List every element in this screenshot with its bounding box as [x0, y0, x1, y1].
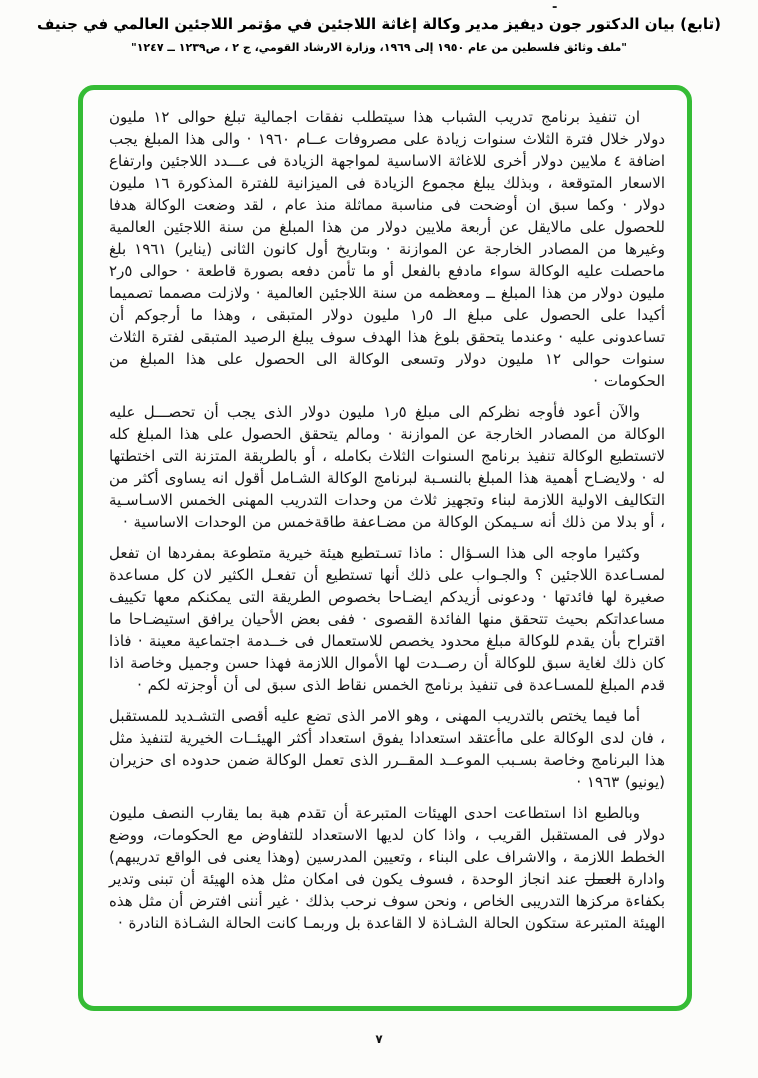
page-header [0, 15, 758, 54]
source-citation: "ملف وثائق فلسطين من عام ١٩٥٠ إلى ١٩٦٩، وزارة الارشاد القومي، ج ٢ ، ص١٢٣٩ ــ ١٢٤٧" [130, 41, 627, 54]
paragraph-1: ان تنفيذ برنامج تدريب الشباب هذا سيتطلب نفقات اجمالية تبلغ حوالى ١٢ مليون دولار خلال فترة الثلاث سنوات زيادة على مصروفات عــام ١٩٦٠ · والى هذا المبلغ يجب اضافة ٤ ملايين دولار أخرى للاغاثة الاساسية لمواجهة الزيادة فى عـــدد اللاجئين وارتفاع الاسعار المتوقعة ، وبذلك يبلغ مجموع الزيادة فى الميزانية للفترة المذكورة ١٦ مليون دولار · وكما سبق ان أوضحت فى مناسبة مماثلة منذ عام ، لقد وضعت الوكالة هدفا للحصول على مالايقل عن أربعة ملايين دولار من هذا المبلغ من سنة اللاجئين العالمية وغيرها من المصادر الخارجة عن الموازنة · وبتاريخ أول كانون الثانى (يناير) ١٩٦١ بلغ ماحصلت عليه الوكالة سواء مادفع بالفعل أو ما تأمن دفعه بصورة قاطعة · حوالى ٥ر٢ مليون دولار من هذا المبلغ ــ ومعظمه من سنة اللاجئين العالمية · ولازلت مصمما تصميما أكيدا على الحصول على مبلغ الـ ٥ر١ مليون دولار المتبقى ، وهذا ما أرجوكم أن تساعدونى عليه · وعندما يتحقق بلوغ هذا الهدف سوف يبلغ الرصيد المتبقى لفترة الثلاث سنوات حوالى ١٢ مليون دولار وتسعى الوكالة الى الحصول على هذا المبلغ من الحكومات · [109, 108, 666, 390]
paragraph-5-text-start: وبالطبع اذا استطاعت احدى الهيئات المتبرعة أن تقدم هبة بما يقارب النصف مليون دولار فى المستقبل القريب ، واذا كان لديها الاستعداد للتفاوض مع الحكومات، ووضع الخطط اللازمة ، والاشراف على البناء ، وتعيين المدرسين (وهذا يعنى فى الواقع تدريبهم) وادارة [109, 804, 665, 888]
overstruck-word: العمل [584, 870, 621, 888]
paragraph-2: والآن أعود فأوجه نظركم الى مبلغ ٥ر١ مليون دولار الذى يجب أن تحصـــل عليه الوكالة من المصادر الخارجة عن الموازنة · ومالم يتحقق الحصول على هذا المبلغ كله لاتستطيع الوكالة تنفيذ برنامج السنوات الثلاث بكامله ، أو بالطريقة المتزنة التى اختطتها له · ولايضـاح أهمية هذا المبلغ بالنسـبة لبرنامج الوكالة الشـامل أقول انه يساوى أكثر من التكاليف الاولية اللازمة لبناء وتجهيز ثلاث من وحدات التدريب المهنى الخمس الاسـاسـية ، أو بدلا من ذلك أنه سـيمكن الوكالة من مضـاعفة طاقةخمس من الوحدات الاساسية · [109, 403, 665, 531]
document-title: (تابع) بيان الدكتور جون ديفيز مدير وكالة إغاثة اللاجئين في مؤتمر اللاجئين العالمي في جنيف [37, 15, 721, 33]
document-frame [78, 85, 692, 1011]
page-number: ٧ [375, 1032, 383, 1046]
paragraph-5 [109, 802, 665, 934]
paragraph-5-text-end: عند انجاز الوحدة ، فسوف يكون فى امكان مثل هذه الهيئة أن تبنى وتدير بكفاءة مركزها التدريبى الخاص ، ونحن سوف نرحب بذلك · غير أننى افترض أن مثل هذه الهيئة المتبرعة ستكون الحالة الشـاذة لا القاعدة بل وربمـا كانت الحالة الشـاذة النادرة · [109, 870, 665, 932]
paragraph-3: وكثيرا ماوجه الى هذا السـؤال : ماذا تسـتطيع هيئة خيرية متطوعة بمفردها ان تفعل لمسـاعدة اللاجئين ؟ والجـواب على ذلك أنها تستطيع أن تفعـل الكثير لان كل مساعدة صغيرة لها فائدتها · ودعونى أزيدكم ايضـاحا بخصوص الطريقة التى يمكنكم معها تكييف مساعداتكم بحيث تتحقق منها الفائدة القصوى · ففى بعض الأحيان يرافق استيضـاحا ما اقتراح بأن يقدم للوكالة مبلغ محدود يخصص للاستعمال فى خــدمة اجتماعية معينة · فاذا كان ذلك لغاية سبق للوكالة أن رصــدت لها الأموال اللازمة فهذا حسن وجميل وخاصة اذا قدم المبلغ للمسـاعدة فى تنفيذ برنامج الخمس نقاط الذى سبق لى أن أوجزته لكم · [109, 544, 665, 694]
scan-artifact-mark: - [552, 0, 558, 15]
paragraph-4: أما فيما يختص بالتدريب المهنى ، وهو الامر الذى تضع عليه أقصى التشـديد للمستقبل ، فان لدى الوكالة على ماأعتقد استعدادا يفوق استعداد أكثر الهيئــات الخيرية لتنفيذ مثل هذا البرنامج وخاصة بسـبب الموعــد المقــرر الذى تعمل الوكالة ضمن حدوده اى حزيران (يونيو) ١٩٦٣ · [109, 707, 665, 791]
